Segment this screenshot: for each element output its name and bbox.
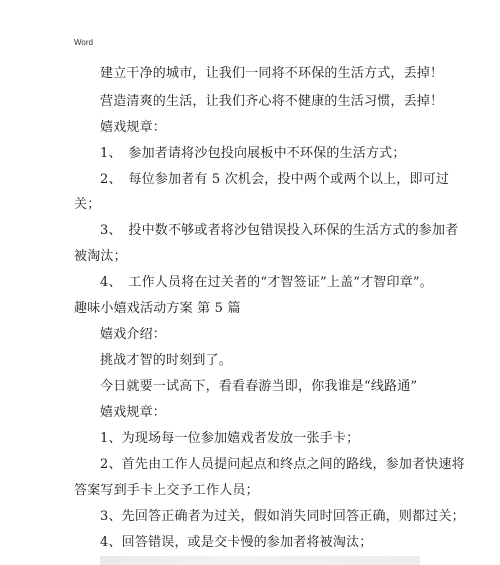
doc-line: 4、 工作人员将在过关者的“才智签证”上盖“才智印章”。 xyxy=(100,275,433,290)
app-label: Word xyxy=(74,38,93,47)
page-bottom-fade xyxy=(100,556,420,565)
doc-line: 挑战才智的时刻到了。 xyxy=(100,353,233,368)
doc-line: 嬉戏规章： xyxy=(100,120,167,135)
doc-line: 今日就要一试高下，看看春游当即，你我谁是“线路通” xyxy=(100,379,418,394)
doc-line: 3、 投中数不够或者将沙包错误投入环保的生活方式的参加者 xyxy=(100,223,459,238)
doc-line: 营造清爽的生活，让我们齐心将不健康的生活习惯，丢掉！ xyxy=(100,94,444,109)
section-heading: 趣味小嬉戏活动方案 第 5 篇 xyxy=(74,301,241,316)
doc-line: 嬉戏介绍： xyxy=(100,327,167,342)
doc-line: 建立干净的城市，让我们一同将不环保的生活方式，丢掉！ xyxy=(100,66,444,81)
doc-line: 1、为现场每一位参加嬉戏者发放一张手卡； xyxy=(100,431,360,446)
doc-line: 1、 参加者请将沙包投向展板中不环保的生活方式； xyxy=(100,146,406,161)
doc-line: 4、回答错误，或是交卡慢的参加者将被淘汰； xyxy=(100,535,373,550)
doc-line: 2、首先由工作人员提问起点和终点之间的路线，参加者快速将 xyxy=(100,457,465,472)
doc-line: 答案写到手卡上交予工作人员； xyxy=(74,483,259,498)
doc-line: 3、先回答正确者为过关，假如消失同时回答正确，则都过关； xyxy=(100,509,465,524)
doc-line: 被淘汰； xyxy=(74,249,127,264)
doc-line: 嬉戏规章： xyxy=(100,405,167,420)
doc-line: 2、 每位参加者有 5 次机会，投中两个或两个以上，即可过 xyxy=(100,172,450,187)
doc-line: 关； xyxy=(74,197,101,212)
